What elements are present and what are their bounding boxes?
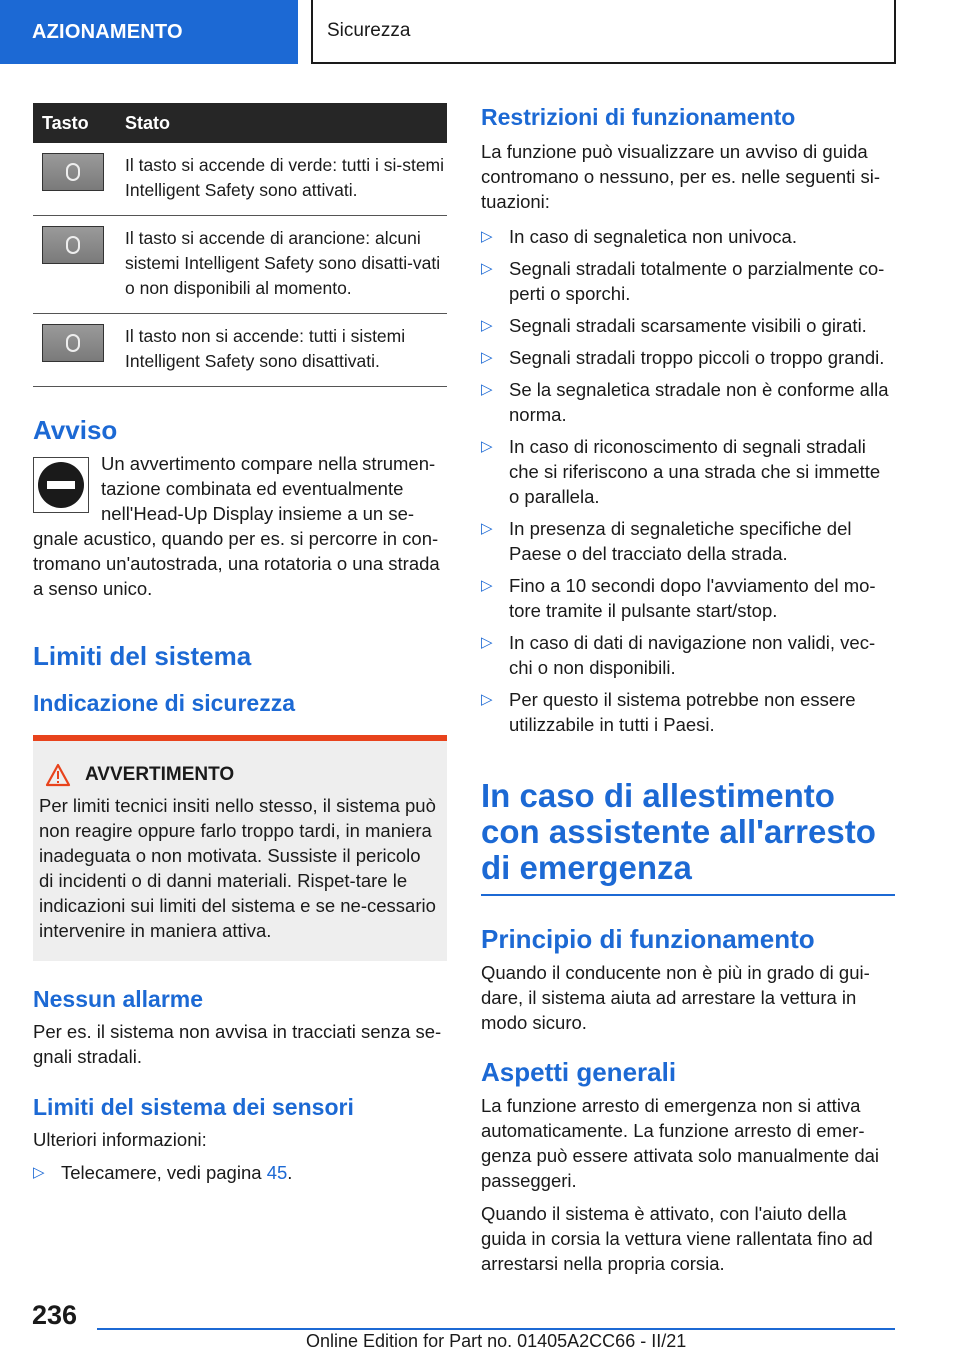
sensori-list	[33, 1160, 447, 1185]
edition-text: Online Edition for Part no. 01405A2CC66 - II/21	[306, 1331, 687, 1351]
key-state-text: Il tasto si accende di arancione: alcuni sistemi Intelligent Safety sono disatti-vati o non disponibili al momento.	[116, 216, 447, 314]
aspetti-text-2: Quando il sistema è attivato, con l'aiuto della guida in corsia la vettura viene rallentata fino ad arrestarsi nella propria corsia.	[481, 1203, 873, 1274]
key-state-text: Il tasto non si accende: tutti i sistemi Intelligent Safety sono disattivati.	[116, 314, 447, 387]
key-state-text: Il tasto si accende di verde: tutti i si-stemi Intelligent Safety sono attivati.	[116, 143, 447, 216]
column-header-tasto: Tasto	[33, 103, 116, 143]
avviso-section	[33, 451, 447, 601]
page-link[interactable]: 45	[266, 1162, 288, 1183]
triangle-bullet-icon: ▷	[481, 634, 493, 651]
warning-text: Per limiti tecnici insiti nello stesso, il sistema può non reagire oppure farlo troppo tardi, in maniera inadeguata o non motivata. Sussiste il pericolo di incidenti o di danni materiali. Rispet-tare le indicazioni sui limiti del sistema e se ne-cessario intervenire in maniera attiva.	[39, 795, 436, 941]
nessun-allarme-heading: Nessun allarme	[33, 986, 204, 1012]
triangle-bullet-icon: ▷	[33, 1164, 45, 1181]
warning-title: AVVERTIMENTO	[85, 764, 235, 785]
restrizioni-intro: La funzione può visualizzare un avviso di guida contromano o nessuno, per es. nelle seguenti si-tuazioni:	[481, 141, 881, 212]
list-item: ▷ Segnali stradali troppo piccoli o troppo grandi.	[481, 347, 885, 368]
limiti-heading: Limiti del sistema	[33, 641, 252, 671]
principio-text: Quando il conducente non è più in grado di gui-dare, il sistema aiuta ad arrestare la vettura in modo sicuro.	[481, 962, 870, 1033]
list-item: ▷ Per questo il sistema potrebbe non essere utilizzabile in tutti i Paesi.	[481, 689, 856, 735]
table-row	[33, 143, 447, 216]
intelligent-safety-key-icon	[42, 324, 104, 362]
avviso-heading: Avviso	[33, 415, 118, 445]
triangle-bullet-icon: ▷	[481, 577, 493, 594]
triangle-bullet-icon: ▷	[481, 438, 493, 455]
page-number: 236	[32, 1300, 78, 1330]
warning-box	[33, 735, 447, 961]
principio-heading: Principio di funzionamento	[481, 924, 815, 954]
chapter-tab: AZIONAMENTO	[0, 0, 298, 64]
triangle-bullet-icon: ▷	[481, 691, 493, 708]
list-item: ▷ Telecamere, vedi pagina 45.	[33, 1162, 293, 1183]
aspetti-text-1: La funzione arresto di emergenza non si attiva automaticamente. La funzione arresto di emer-genza può essere attivata solo manualmente dai passeggeri.	[481, 1095, 880, 1191]
list-item: ▷ In caso di dati di navigazione non validi, vec-chi o non disponibili.	[481, 632, 876, 678]
triangle-bullet-icon: ▷	[481, 317, 493, 334]
avviso-text: Un avvertimento compare nella strumen-tazione combinata ed eventualmente nell'Head-Up Display insieme a un se-gnale acustico, quando per es. si percorre in con-tromano un'autostrada, una rotatoria o una strada a senso unico.	[33, 453, 440, 599]
list-item: ▷ In presenza di segnaletiche specifiche del Paese o del tracciato della strada.	[481, 518, 852, 564]
intelligent-safety-key-icon	[42, 226, 104, 264]
left-column	[33, 103, 447, 1192]
list-item: ▷ In caso di riconoscimento di segnali stradali che si riferiscono a una strada che si immette o parallela.	[481, 436, 881, 507]
triangle-bullet-icon: ▷	[481, 228, 493, 245]
list-item: ▷ In caso di segnaletica non univoca.	[481, 226, 797, 247]
intelligent-safety-key-icon	[42, 153, 104, 191]
restrizioni-heading: Restrizioni di funzionamento	[481, 104, 796, 130]
list-item: ▷ Segnali stradali totalmente o parzialmente co-perti o sporchi.	[481, 258, 885, 304]
section-title: Sicurezza	[311, 0, 896, 64]
list-item: ▷ Fino a 10 secondi dopo l'avviamento del mo-tore tramite il pulsante start/stop.	[481, 575, 876, 621]
right-column	[481, 103, 895, 1276]
triangle-bullet-icon: ▷	[481, 349, 493, 366]
table-row	[33, 216, 447, 314]
nessun-allarme-text: Per es. il sistema non avvisa in tracciati senza se-gnali stradali.	[33, 1021, 442, 1067]
restrizioni-list	[481, 224, 895, 737]
list-item: ▷ Segnali stradali scarsamente visibili o girati.	[481, 315, 867, 336]
warning-triangle-icon	[45, 763, 71, 787]
no-entry-sign-icon	[33, 457, 89, 513]
aspetti-heading: Aspetti generali	[481, 1057, 677, 1087]
emergenza-heading: In caso di allestimento con assistente all'arresto di emergenza	[481, 778, 895, 896]
table-row	[33, 314, 447, 387]
footer-divider	[97, 1328, 895, 1330]
sensori-heading: Limiti del sistema dei sensori	[33, 1094, 354, 1120]
list-item: ▷ Se la segnaletica stradale non è conforme alla norma.	[481, 379, 889, 425]
triangle-bullet-icon: ▷	[481, 381, 493, 398]
sensori-text: Ulteriori informazioni:	[33, 1129, 207, 1150]
keys-table	[33, 103, 447, 387]
indicazione-heading: Indicazione di sicurezza	[33, 690, 296, 716]
triangle-bullet-icon: ▷	[481, 260, 493, 277]
column-header-stato: Stato	[116, 103, 447, 143]
triangle-bullet-icon: ▷	[481, 520, 493, 537]
